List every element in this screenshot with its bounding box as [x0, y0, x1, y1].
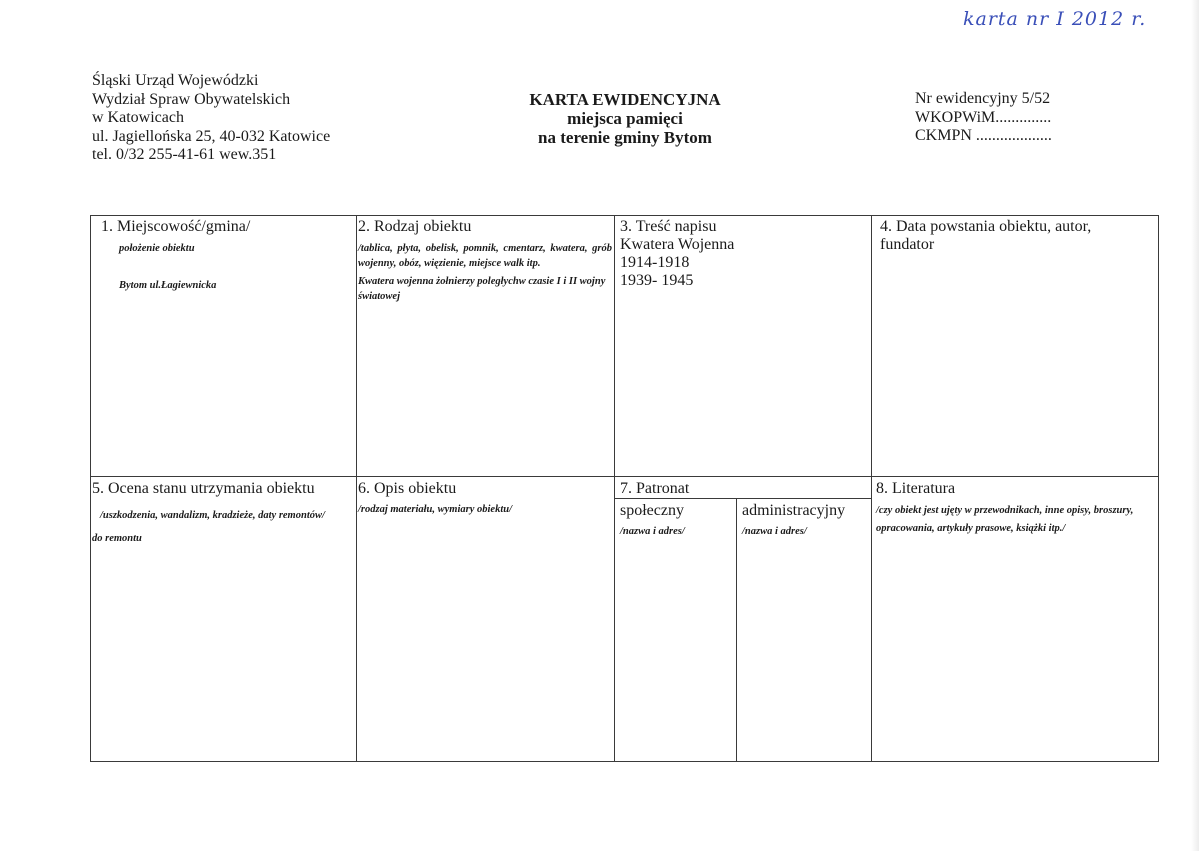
table-border-top: [90, 215, 1159, 216]
table-column-divider: [356, 215, 357, 762]
cell-description: [358, 480, 612, 517]
patronage-label: społeczny: [620, 502, 684, 519]
scan-edge: [1191, 0, 1199, 851]
issuer-line: Śląski Urząd Wojewódzki: [92, 72, 259, 89]
cell-hint: /uszkodzenia, wandalizm, kradzieże, daty remontów/: [100, 510, 325, 521]
cell-title: 4. Data powstania obiektu, autor, fundator: [880, 218, 1092, 253]
cell-hint: położenie obiektu: [119, 243, 195, 254]
cell-value: Bytom ul.Łagiewnicka: [119, 280, 217, 291]
cell-creation-date: [880, 218, 1140, 254]
registry-line: Nr ewidencyjny 5/52: [915, 90, 1051, 107]
cell-literature: [876, 480, 1152, 538]
cell-value: Kwatera wojenna żołnierzy poległychw czasie I i II wojny światowej: [358, 276, 606, 302]
handwritten-note: karta nr I 2012 r.: [963, 8, 1147, 30]
cell-title: 3. Treść napisu: [620, 218, 717, 235]
cell-title: 5. Ocena stanu utrzymania obiektu: [92, 480, 315, 497]
issuer-line: w Katowicach: [92, 109, 184, 126]
table-border-bottom: [90, 761, 1159, 762]
document-title: [470, 90, 780, 147]
issuer-line: Wydział Spraw Obywatelskich: [92, 90, 291, 108]
cell-hint: /rodzaj materiału, wymiary obiektu/: [358, 504, 513, 515]
cell-hint: /czy obiekt jest ujęty w przewodnikach, inne opisy, broszury, opracowania, artykuły prasowe, książki itp./: [876, 505, 1134, 534]
issuer-block: [92, 72, 330, 165]
table-divider-middle: [90, 476, 1159, 477]
issuer-line: ul. Jagiellońska 25, 40-032 Katowice: [92, 127, 331, 145]
cell-title: 6. Opis obiektu: [358, 480, 457, 497]
registry-line: WKOPWiM..............: [915, 108, 1052, 126]
cell-patronage: [620, 480, 868, 498]
cell-object-type: [358, 218, 612, 304]
cell-hint: /tablica, płyta, obelisk, pomnik, cmentarz, kwatera, grób wojenny, obóz, więzienie, miejsce walk itp.: [358, 243, 612, 269]
table-border-right: [1158, 215, 1159, 762]
patronage-hint: /nazwa i adres/: [742, 526, 807, 537]
cell-inscription: [620, 218, 868, 290]
title-line: miejsca pamięci: [567, 109, 683, 128]
inscription-line: 1939- 1945: [620, 272, 694, 289]
inscription-line: Kwatera Wojenna: [620, 236, 735, 253]
cell-title: 2. Rodzaj obiektu: [358, 218, 472, 235]
cell-location: [93, 218, 353, 293]
table-border-left: [90, 215, 91, 762]
patronage-administrative: [742, 502, 870, 539]
patronage-hint: /nazwa i adres/: [620, 526, 685, 537]
table-column-divider: [614, 215, 615, 762]
patronage-label: administracyjny: [742, 502, 846, 519]
table-column-divider: [871, 215, 872, 762]
cell-condition: [92, 480, 354, 546]
title-line: KARTA EWIDENCYJNA: [529, 90, 721, 109]
cell-title: 8. Literatura: [876, 480, 956, 497]
cell-title: 7. Patronat: [620, 480, 690, 497]
cell-title: 1. Miejscowość/gmina/: [101, 218, 251, 235]
inscription-line: 1914-1918: [620, 254, 690, 271]
registry-block: [915, 90, 1052, 146]
issuer-line: tel. 0/32 255-41-61 wew.351: [92, 146, 277, 163]
patronat-column-divider: [736, 498, 737, 761]
registry-line: CKMPN ...................: [915, 127, 1052, 144]
patronage-social: [620, 502, 732, 539]
title-line: na terenie gminy Bytom: [538, 128, 712, 147]
cell-value: do remontu: [92, 533, 142, 544]
patronat-divider: [614, 498, 871, 499]
